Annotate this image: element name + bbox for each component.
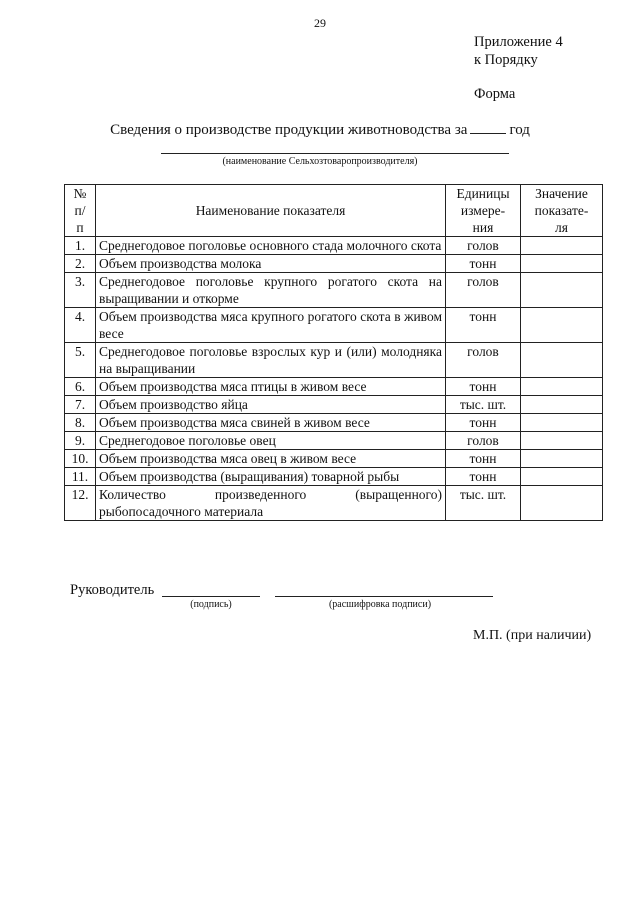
row-unit: голов: [446, 343, 521, 378]
row-indicator-name: Объем производства мяса птицы в живом весе: [96, 378, 446, 396]
title-suffix: год: [509, 122, 530, 138]
table-row: [65, 396, 603, 414]
row-indicator-name: Среднегодовое поголовье овец: [96, 432, 446, 450]
organization-name-line: [161, 153, 509, 154]
table-row: [65, 414, 603, 432]
signature-decoding-line: [275, 596, 493, 597]
row-number: 12.: [65, 486, 96, 521]
row-unit: тыс. шт.: [446, 396, 521, 414]
header-value-line: Значение: [535, 186, 588, 201]
row-indicator-name: Среднегодовое поголовье крупного рогатого скота на выращивании и откорме: [96, 273, 446, 308]
organization-caption: (наименование Сельхозтоваропроизводителя): [222, 156, 418, 167]
row-unit: голов: [446, 273, 521, 308]
row-unit: тонн: [446, 255, 521, 273]
row-number: 2.: [65, 255, 96, 273]
row-indicator-name: Объем производства мяса свиней в живом весе: [96, 414, 446, 432]
table-row: [65, 273, 603, 308]
table-row: [65, 378, 603, 396]
row-number: 1.: [65, 237, 96, 255]
row-unit: тонн: [446, 414, 521, 432]
row-indicator-name: Количество произведенного (выращенного) рыбопосадочного материала: [96, 486, 446, 521]
header-unit-line: ния: [472, 220, 494, 235]
header-unit-line: Единицы: [456, 186, 510, 201]
indicators-table: [64, 184, 603, 521]
row-indicator-name: Объем производства мяса крупного рогатого скота в живом весе: [96, 308, 446, 343]
row-value-cell[interactable]: [521, 414, 603, 432]
page-number: 29: [314, 16, 326, 30]
row-unit: тонн: [446, 378, 521, 396]
header-number-line: п/: [74, 203, 86, 218]
row-number: 8.: [65, 414, 96, 432]
appendix-reference: [474, 33, 563, 69]
row-unit: голов: [446, 432, 521, 450]
row-unit: голов: [446, 237, 521, 255]
header-number: [65, 185, 96, 237]
header-number-line: №: [73, 186, 87, 201]
table-row: [65, 432, 603, 450]
header-unit: [446, 185, 521, 237]
header-value-line: ля: [555, 220, 568, 235]
row-value-cell[interactable]: [521, 308, 603, 343]
form-label: Форма: [474, 86, 516, 102]
row-indicator-name: Среднегодовое поголовье взрослых кур и (или) молодняка на выращивании: [96, 343, 446, 378]
appendix-line-1: Приложение 4: [474, 34, 563, 50]
header-value-line: показате-: [534, 203, 589, 218]
row-indicator-name: Объем производства молока: [96, 255, 446, 273]
document-title: [0, 121, 640, 139]
header-name: Наименование показателя: [96, 185, 446, 237]
table-row: [65, 343, 603, 378]
table-row: [65, 308, 603, 343]
row-value-cell[interactable]: [521, 237, 603, 255]
row-indicator-name: Среднегодовое поголовье основного стада молочного скота: [96, 237, 446, 255]
row-value-cell[interactable]: [521, 378, 603, 396]
row-unit: тыс. шт.: [446, 486, 521, 521]
row-unit: тонн: [446, 450, 521, 468]
row-number: 5.: [65, 343, 96, 378]
row-indicator-name: Объем производство яйца: [96, 396, 446, 414]
year-blank: [470, 121, 506, 134]
header-unit-line: измере-: [460, 203, 506, 218]
row-number: 9.: [65, 432, 96, 450]
row-number: 11.: [65, 468, 96, 486]
head-signature-label: Руководитель: [70, 582, 155, 598]
table-row: [65, 237, 603, 255]
header-number-line: п: [76, 220, 84, 235]
row-number: 10.: [65, 450, 96, 468]
row-value-cell[interactable]: [521, 396, 603, 414]
title-prefix: Сведения о производстве продукции животноводства за: [110, 122, 468, 138]
row-number: 4.: [65, 308, 96, 343]
row-indicator-name: Объем производства (выращивания) товарной рыбы: [96, 468, 446, 486]
row-value-cell[interactable]: [521, 432, 603, 450]
row-value-cell[interactable]: [521, 468, 603, 486]
signature-line: [162, 596, 260, 597]
signature-decoding-caption: (расшифровка подписи): [328, 599, 432, 610]
table-row: [65, 450, 603, 468]
row-value-cell[interactable]: [521, 255, 603, 273]
row-value-cell[interactable]: [521, 450, 603, 468]
table-row: [65, 468, 603, 486]
row-value-cell[interactable]: [521, 486, 603, 521]
table-row: [65, 255, 603, 273]
table-header-row: [65, 185, 603, 237]
row-value-cell[interactable]: [521, 273, 603, 308]
appendix-line-2: к Порядку: [474, 52, 538, 68]
row-number: 6.: [65, 378, 96, 396]
stamp-note: М.П. (при наличии): [473, 628, 592, 643]
signature-caption: (подпись): [190, 599, 232, 610]
row-unit: тонн: [446, 308, 521, 343]
header-value: [521, 185, 603, 237]
row-number: 7.: [65, 396, 96, 414]
table-row: [65, 486, 603, 521]
row-value-cell[interactable]: [521, 343, 603, 378]
row-unit: тонн: [446, 468, 521, 486]
row-number: 3.: [65, 273, 96, 308]
row-indicator-name: Объем производства мяса овец в живом весе: [96, 450, 446, 468]
